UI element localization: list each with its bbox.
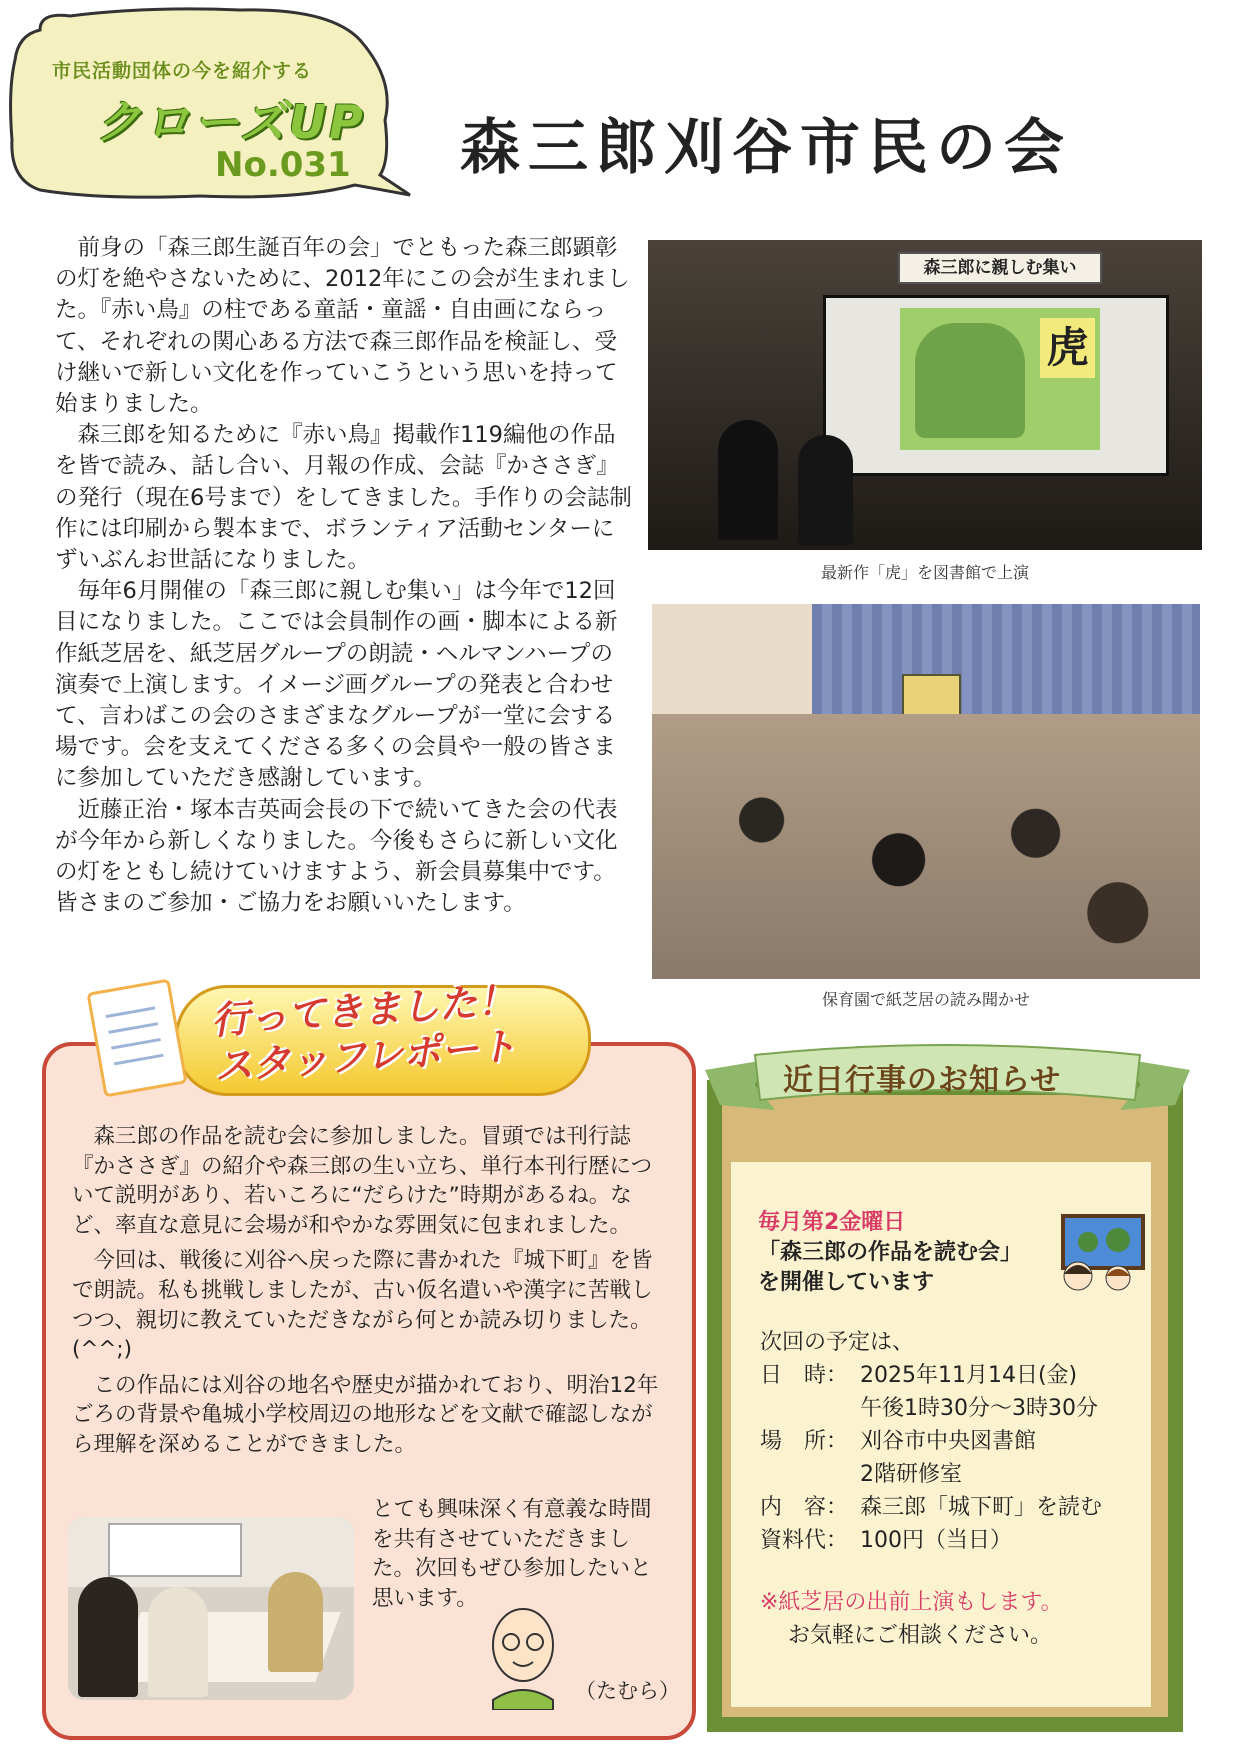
report-title-line2: スタッフレポート — [213, 1023, 519, 1089]
place-value: 刈谷市中央図書館 — [860, 1429, 1037, 1454]
slide-title-char: 虎 — [1040, 318, 1095, 378]
curtain — [812, 604, 1200, 724]
event-schedule: 毎月第2金曜日 — [758, 1210, 906, 1235]
delivery-note: ※紙芝居の出前上演もします。 — [760, 1590, 1063, 1615]
audience-crowd — [652, 714, 1200, 979]
fee-label: 資料代： — [760, 1528, 849, 1553]
report-body — [72, 1122, 664, 1466]
slide-character-art — [915, 323, 1025, 438]
report-title-line1: 行ってきました！ — [210, 977, 517, 1043]
reading-kids-illustration — [1048, 1212, 1146, 1294]
header-logo: クローズUP — [95, 95, 366, 149]
intro-paragraph: 毎年6月開催の「森三郎に親しむ集い」は今年で12回目になりました。ここでは会員制作の画・脚本による新作紙芝居を、紙芝居グループの朗読・ヘルマンハープの演奏で上演します。イメージ画グループの発表と合わせて、言わばこの会のさまざまなグループが一堂に会する場です。会を支えてくださる多くの会員や一般の皆さまに参加していただき感謝しています。 — [55, 578, 618, 792]
participant — [78, 1577, 138, 1697]
content-label: 内 容： — [760, 1495, 849, 1520]
intro-article — [55, 233, 635, 919]
place-room: 2階研修室 — [860, 1462, 962, 1487]
date-value: 2025年11月14日(金) — [860, 1363, 1078, 1388]
intro-paragraph: 前身の「森三郎生誕百年の会」でともった森三郎顕彰の灯を絶やさないために、2012年にこの会が生まれました。『赤い鳥』の柱である童話・童謡・自由画にならって、それぞれの関心ある方法で森三郎作品を検証し、受け継いで新しい文化を作っていこうという思いを持って始まりました。 — [55, 235, 630, 418]
report-paragraph: 今回は、戦後に刈谷へ戻った際に書かれた『城下町』を皆で朗読。私も挑戦しましたが、古い仮名遣いや漢字に苦戦しつつ、親切に教えていただきながら何とか読み切りました。(^^;) — [72, 1248, 653, 1363]
stage-performance-photo — [648, 240, 1202, 550]
event-name: 「森三郎の作品を読む会」 — [758, 1240, 1023, 1265]
participant — [268, 1572, 323, 1672]
meeting-photo — [68, 1517, 354, 1700]
issue-number: No.031 — [215, 145, 351, 185]
wall — [652, 604, 812, 724]
events-title: 近日行事のお知らせ — [783, 1063, 1062, 1098]
clipboard-icon — [86, 979, 187, 1098]
place-label: 場 所： — [760, 1429, 849, 1454]
consult-note: お気軽にご相談ください。 — [788, 1623, 1053, 1648]
event-held: を開催しています — [758, 1270, 935, 1295]
page-title: 森三郎刈谷市民の会 — [460, 113, 1072, 183]
whiteboard — [108, 1523, 242, 1577]
event-banner: 森三郎に親しむ集い — [898, 252, 1102, 284]
header-subtitle: 市民活動団体の今を紹介する — [52, 60, 313, 82]
fee-value: 100円（当日） — [860, 1528, 1012, 1553]
report-paragraph: この作品には刈谷の地名や歴史が描かれており、明治12年ごろの背景や亀城小学校周辺の地形などを文献で確認しながら理解を深めることができました。 — [72, 1372, 659, 1457]
photo-caption: 最新作「虎」を図書館で上演 — [820, 563, 1029, 582]
report-paragraph: 森三郎の作品を読む会に参加しました。冒頭では刊行誌『かささぎ』の紹介や森三郎の生い立ち、単行本刊行歴について説明があり、若いころに“だらけた”時期があるね。など、率直な意見に会場が和やかな雰囲気に包まれました。 — [72, 1124, 653, 1238]
participant — [148, 1587, 208, 1697]
kamishibai-slide — [900, 308, 1100, 450]
time-value: 午後1時30分～3時30分 — [860, 1396, 1098, 1421]
intro-paragraph: 近藤正治・塚本吉英両会長の下で続いてきた会の代表が今年から新しくなりました。今後もさらに新しい文化の灯をともし続けていけますよう、新会員募集中です。皆さまのご参加・ご協力をお願いいたします。 — [55, 796, 618, 917]
report-author: （たむら） — [575, 1679, 680, 1703]
photo-caption: 保育園で紙芝居の読み聞かせ — [821, 990, 1030, 1009]
audience-photo — [652, 604, 1200, 979]
date-label: 日 時： — [760, 1363, 849, 1388]
content-value: 森三郎「城下町」を読む — [860, 1495, 1103, 1520]
intro-paragraph: 森三郎を知るために『赤い鳥』掲載作119編他の作品を皆で読み、話し合い、月報の作成、会誌『かささぎ』の発行（現在6号まで）をしてきました。手作りの会誌制作には印刷から製本まで、ボランティア活動センターにずいぶんお世話になりました。 — [55, 422, 632, 574]
performer — [798, 435, 853, 545]
author-portrait-icon — [478, 1600, 568, 1710]
next-intro: 次回の予定は、 — [760, 1330, 915, 1355]
performer — [718, 420, 778, 540]
report-closing: とても興味深く有意義な時間を共有させていただきました。次回もぜひ参加したいと思います。 — [372, 1497, 652, 1611]
